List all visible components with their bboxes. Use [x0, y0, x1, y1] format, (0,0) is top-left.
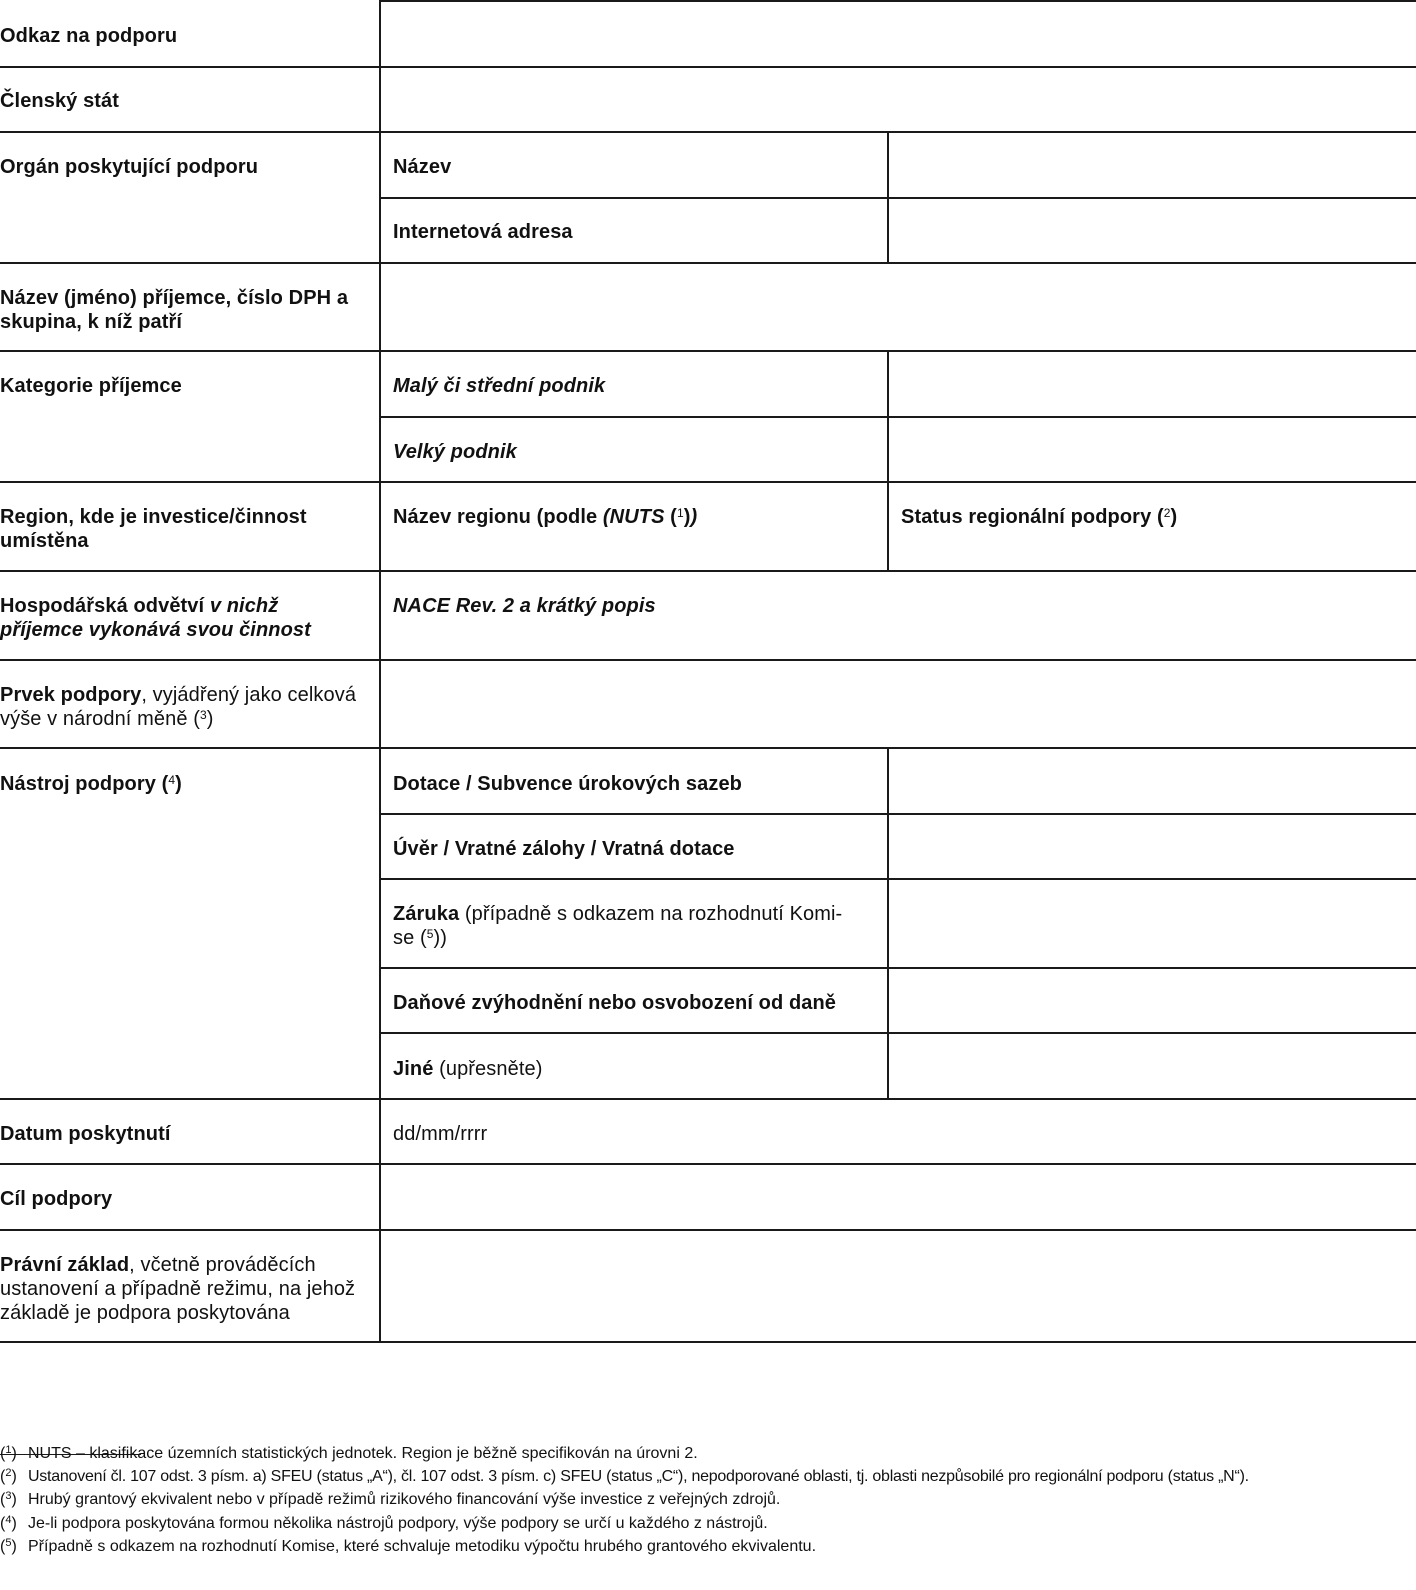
category-sme: Malý či střední podnik: [393, 375, 606, 397]
legal-basis-line2: ustanovení a případně režimu, na jehož: [0, 1278, 356, 1300]
instrument-loan: Úvěr / Vratné zálohy / Vratná dotace: [393, 838, 735, 860]
region-label-line1: Region, kde je investice/činnost: [0, 506, 307, 528]
rule: [0, 481, 1416, 483]
beneficiary-label: [0, 286, 375, 334]
aid-element-label-line2: výše v národní měně: [0, 708, 194, 730]
footnote: ($^5$) Případně s odkazem na rozhodnutí Komise, které schvaluje metodiku výpočtu hrubého grantového ekvivalentu.: [0, 1537, 817, 1555]
date-label: Datum poskytnutí: [0, 1123, 171, 1145]
rule: [0, 1163, 1416, 1165]
region-close: ): [690, 506, 698, 528]
footnote-number: 5: [5, 1537, 12, 1549]
rule: [0, 131, 1416, 133]
region-note-ref: 1: [676, 506, 684, 520]
rule: [380, 0, 1416, 2]
footnote-text: Ustanovení čl. 107 odst. 3 písm. a) SFEU (status „A“), čl. 107 odst. 3 písm. c) SFEU (status „C“), nepodporované oblasti, tj. oblasti nezpůsobilé pro regionální podporu (status „N“).: [28, 1468, 1249, 1485]
rule: [380, 813, 1416, 815]
footnote: ($^3$) Hrubý grantový ekvivalent nebo v případě režimů rizikového financování výše investice z veřejných zdrojů.: [0, 1490, 781, 1508]
rule: [380, 1032, 1416, 1034]
sector-label: [0, 594, 375, 642]
sector-label-line2: příjemce vykonává svou činnost: [0, 619, 311, 641]
objective-label: Cíl podpory: [0, 1188, 113, 1210]
instrument-label-text: Nástroj podpory: [0, 773, 162, 795]
beneficiary-label-line2: skupina, k níž patří: [0, 311, 183, 333]
aid-element-label-rest: , vyjádřený jako celková: [141, 684, 357, 706]
beneficiary-label-line1: Název (jméno) příjemce, číslo DPH a: [0, 287, 349, 309]
legal-basis-label: [0, 1253, 375, 1325]
rule: [0, 1098, 1416, 1100]
region-label-line2: umístěna: [0, 530, 89, 552]
footnote-number: 4: [5, 1514, 12, 1526]
rule: [379, 0, 381, 1343]
footnote-text: Je-li podpora poskytována formou několika nástrojů podpory, výše podpory se určí u každého z nástrojů.: [28, 1515, 768, 1532]
region-nuts: (NUTS: [602, 506, 665, 528]
footnote: ($^2$) Ustanovení čl. 107 odst. 3 písm. a) SFEU (status „A“), čl. 107 odst. 3 písm. c) SFEU (status „C“), nepodporované oblasti, tj. oblasti nezpůsobilé pro regionální podporu (status „N“).: [0, 1467, 1249, 1485]
member-state-label: Členský stát: [0, 90, 120, 112]
instrument-other: [393, 1057, 542, 1081]
other-bold: Jiné: [393, 1058, 434, 1080]
rule: [0, 262, 1416, 264]
instrument-note-ref: 4: [168, 773, 176, 787]
footnote-number: 2: [5, 1467, 12, 1479]
rule: [0, 1341, 1416, 1343]
guarantee-note-ref: 5: [426, 927, 434, 941]
aid-element-label-bold: Prvek podpory: [0, 684, 142, 706]
granting-authority-label: Orgán poskytující podporu: [0, 156, 259, 178]
rule: [0, 1229, 1416, 1231]
rule: [0, 747, 1416, 749]
rule: [887, 131, 889, 264]
guarantee-line2: se (: [393, 927, 427, 949]
footnote-number: 3: [5, 1490, 12, 1502]
rule: [0, 659, 1416, 661]
aid-reference-label: Odkaz na podporu: [0, 25, 178, 47]
legal-basis-line3: základě je podpora poskytována: [0, 1302, 290, 1324]
instrument-label: Nástroj podpory ($^4$): [0, 773, 182, 795]
rule: [887, 350, 889, 571]
date-value: dd/mm/rrrr: [393, 1123, 488, 1145]
regional-status-note-ref: 2: [1163, 506, 1171, 520]
rule: [380, 878, 1416, 880]
rule: [887, 747, 889, 1100]
rule: [0, 350, 1416, 352]
instrument-guarantee: [393, 902, 863, 950]
instrument-tax: Daňové zvýhodnění nebo osvobození od daně: [393, 992, 837, 1014]
authority-web-label: Internetová adresa: [393, 221, 573, 243]
footnote-text: NUTS – klasifikace územních statistických jednotek. Region je běžně specifikován na úrovni 2.: [28, 1445, 698, 1462]
rule: [0, 570, 1416, 572]
guarantee-bold: Záruka: [393, 903, 460, 925]
guarantee-close: )): [433, 927, 448, 949]
region-name-text: Název regionu (podle: [393, 506, 603, 528]
rule: [380, 197, 1416, 199]
nace-label: NACE Rev. 2 a krátký popis: [393, 595, 656, 617]
category-label: Kategorie příjemce: [0, 375, 182, 397]
legal-basis-bold: Právní základ: [0, 1254, 130, 1276]
region-label: [0, 505, 375, 553]
other-rest: (upřesněte): [439, 1058, 543, 1080]
category-large: Velký podnik: [393, 441, 517, 463]
rule: [380, 967, 1416, 969]
rule: [380, 416, 1416, 418]
regional-status-text: Status regionální podpory: [901, 506, 1157, 528]
sector-label-bold: Hospodářská odvětví: [0, 595, 205, 617]
aid-element-note-ref: 3: [199, 708, 207, 722]
legal-basis-rest: , včetně prováděcích: [129, 1254, 316, 1276]
authority-name-label: Název: [393, 156, 452, 178]
sector-label-italic: v nichž: [209, 595, 279, 617]
footnote-number: 1: [5, 1444, 12, 1456]
footnote: ($^4$) Je-li podpora poskytována formou několika nástrojů podpory, výše podpory se určí u každého z nástrojů.: [0, 1514, 768, 1532]
footnote-text: Případně s odkazem na rozhodnutí Komise, které schvaluje metodiku výpočtu hrubého grantového ekvivalentu.: [28, 1538, 817, 1555]
footnote: ($^1$) NUTS – klasifikace územních statistických jednotek. Region je běžně specifikován na úrovni 2.: [0, 1444, 698, 1462]
instrument-grant: Dotace / Subvence úrokových sazeb: [393, 773, 742, 795]
guarantee-rest: (případně s odkazem na rozhodnutí Komi-: [464, 903, 843, 925]
footnote-text: Hrubý grantový ekvivalent nebo v případě režimů rizikového financování výše investice z veřejných zdrojů.: [28, 1491, 781, 1508]
rule: [0, 66, 1416, 68]
aid-element-label: Prvek podpory, vyjádřený jako celková výše v národní měně ($^3$): [0, 684, 357, 730]
regional-status-label: Status regionální podpory ($^2$): [901, 506, 1178, 528]
region-name-label: Název regionu (podle (NUTS ($^1$)): [393, 506, 698, 528]
